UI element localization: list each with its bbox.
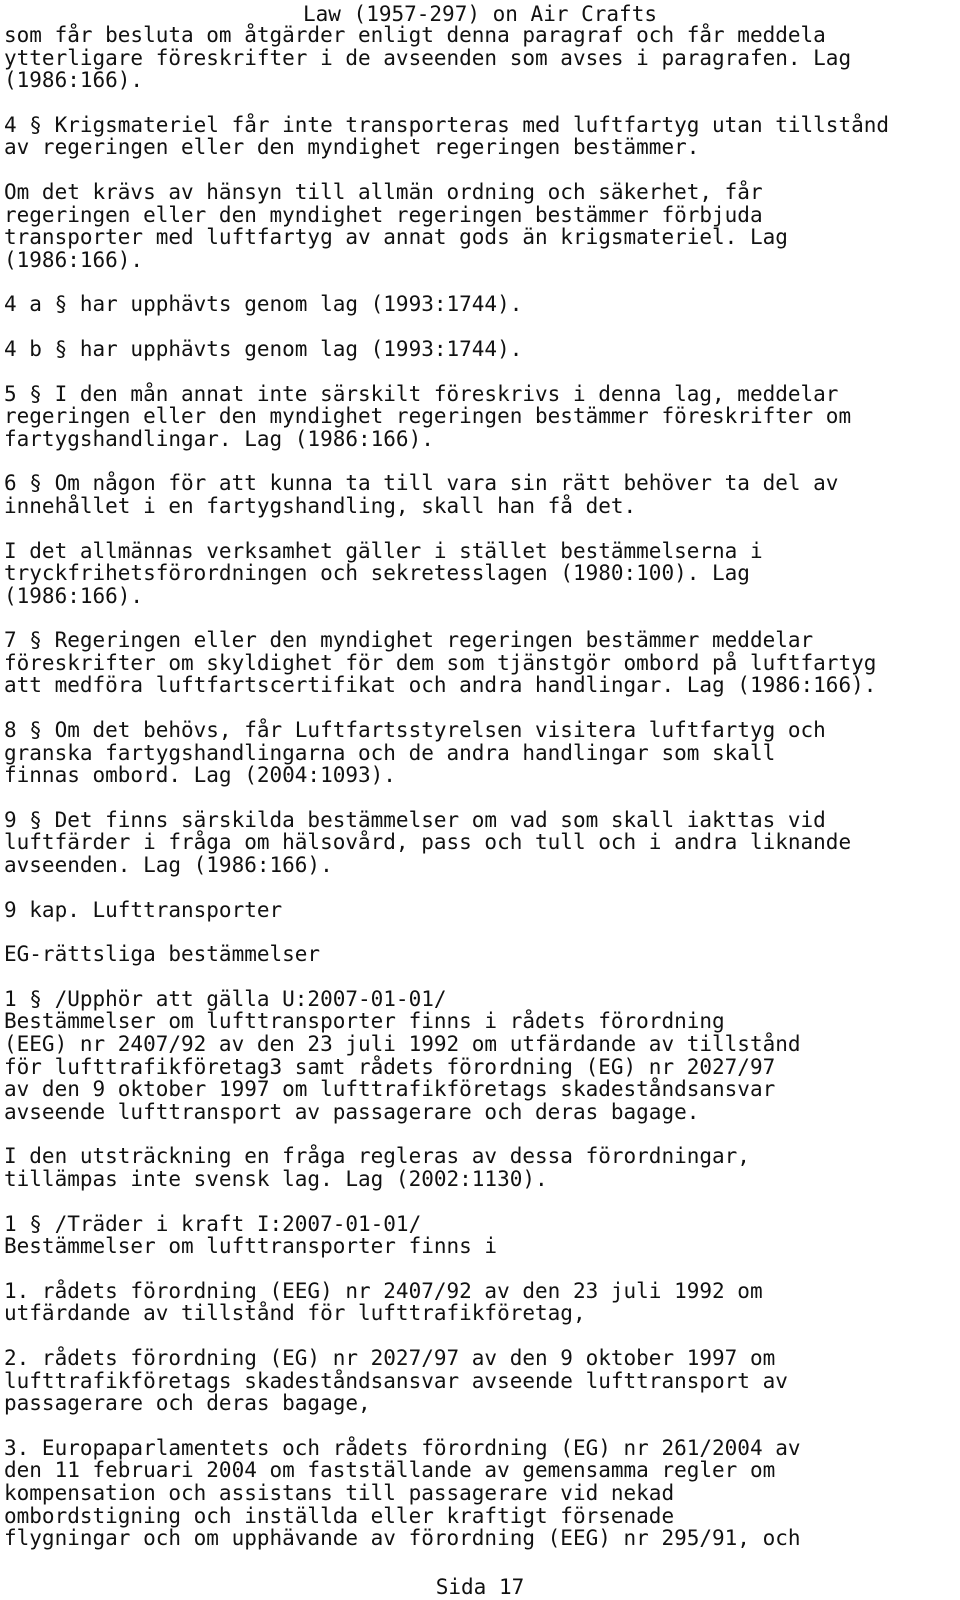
text-line: 9 § Det finns särskilda bestämmelser om vad som skall iakttas vid <box>4 807 826 832</box>
text-line: granska fartygshandlingarna och de andra handlingar som skall <box>4 740 776 765</box>
text-line: EG-rättsliga bestämmelser <box>4 942 321 967</box>
paragraph <box>4 181 956 271</box>
text-line: regeringen eller den myndighet regeringen bestämmer föreskrifter om <box>4 404 852 429</box>
text-line: för lufttrafikföretag3 samt rådets förordning (EG) nr 2027/97 <box>4 1054 776 1079</box>
paragraph <box>4 1347 956 1415</box>
paragraph <box>4 1280 956 1325</box>
page-number: Sida 17 <box>435 1575 525 1599</box>
text-line: den 11 februari 2004 om fastställande av gemensamma regler om <box>4 1458 776 1483</box>
text-line: 5 § I den mån annat inte särskilt föreskrivs i denna lag, meddelar <box>4 381 839 406</box>
text-line: (EEG) nr 2407/92 av den 23 juli 1992 om utfärdande av tillstånd <box>4 1032 801 1056</box>
text-line: (1986:166). <box>4 583 144 608</box>
text-line: ombordstigning och inställda eller kraftigt försenade <box>4 1503 675 1528</box>
text-line: lufttrafikföretags skadeståndsansvar avseende lufttransport av <box>4 1368 788 1393</box>
paragraph <box>4 1437 956 1550</box>
text-line: avseenden. Lag (1986:166). <box>4 853 333 878</box>
paragraph <box>4 472 956 517</box>
text-line: tryckfrihetsförordningen och sekretesslagen (1980:100). Lag <box>4 561 750 586</box>
text-line: att medföra luftfartscertifikat och andra handlingar. Lag (1986:166). <box>4 673 877 698</box>
text-line: tillämpas inte svensk lag. Lag (2002:1130). <box>4 1166 548 1191</box>
text-line: 1 § /Upphör att gälla U:2007-01-01/ <box>4 986 447 1011</box>
text-line: flygningar och om upphävande av förordning (EEG) nr 295/91, och <box>4 1526 801 1551</box>
text-line: av regeringen eller den myndighet regeringen bestämmer. <box>4 135 700 160</box>
text-line: som får besluta om åtgärder enligt denna paragraf och får meddela <box>4 23 826 47</box>
text-line: transporter med luftfartyg av annat gods än krigsmateriel. Lag <box>4 225 788 250</box>
paragraph <box>4 943 956 966</box>
paragraph <box>4 540 956 608</box>
text-line: Bestämmelser om lufttransporter finns i rådets förordning <box>4 1009 725 1034</box>
text-line: regeringen eller den myndighet regeringen bestämmer förbjuda <box>4 202 763 227</box>
paragraph <box>4 114 956 159</box>
text-line: av den 9 oktober 1997 om lufttrafikföretags skadeståndsansvar <box>4 1077 776 1102</box>
paragraph <box>4 988 956 1124</box>
text-line: utfärdande av tillstånd för lufttrafikföretag, <box>4 1301 586 1326</box>
text-line: passagerare och deras bagage, <box>4 1391 371 1416</box>
document-body <box>4 24 956 1572</box>
paragraph <box>4 1145 956 1190</box>
text-line: 2. rådets förordning (EG) nr 2027/97 av den 9 oktober 1997 om <box>4 1345 776 1370</box>
text-line: 4 a § har upphävts genom lag (1993:1744). <box>4 292 523 317</box>
text-line: avseende lufttransport av passagerare och deras bagage. <box>4 1099 700 1124</box>
text-line: fartygshandlingar. Lag (1986:166). <box>4 426 434 451</box>
text-line: Om det krävs av hänsyn till allmän ordning och säkerhet, får <box>4 179 763 204</box>
text-line: 6 § Om någon för att kunna ta till vara sin rätt behöver ta del av <box>4 471 839 496</box>
text-line: ytterligare föreskrifter i de avseenden som avses i paragrafen. Lag <box>4 45 852 70</box>
text-line: 4 b § har upphävts genom lag (1993:1744). <box>4 336 523 361</box>
text-line: I den utsträckning en fråga regleras av dessa förordningar, <box>4 1144 750 1169</box>
text-line: 1. rådets förordning (EEG) nr 2407/92 av den 23 juli 1992 om <box>4 1278 763 1303</box>
text-line: föreskrifter om skyldighet för dem som tjänstgör ombord på luftfartyg <box>4 650 877 675</box>
text-line: Bestämmelser om lufttransporter finns i <box>4 1234 498 1259</box>
paragraph <box>4 719 956 787</box>
text-line: (1986:166). <box>4 68 144 93</box>
text-line: kompensation och assistans till passagerare vid nekad <box>4 1480 675 1505</box>
paragraph <box>4 383 956 451</box>
text-line: 1 § /Träder i kraft I:2007-01-01/ <box>4 1211 422 1236</box>
paragraph <box>4 1213 956 1258</box>
text-line: (1986:166). <box>4 247 144 272</box>
text-line: innehållet i en fartygshandling, skall han få det. <box>4 493 637 518</box>
text-line: finnas ombord. Lag (2004:1093). <box>4 763 396 788</box>
text-line: 9 kap. Lufttransporter <box>4 897 283 922</box>
paragraph <box>4 629 956 697</box>
paragraph <box>4 338 956 361</box>
text-line: luftfärder i fråga om hälsovård, pass och tull och i andra liknande <box>4 830 852 855</box>
page-header-title: Law (1957-297) on Air Crafts <box>302 2 657 26</box>
text-line: 8 § Om det behövs, får Luftfartsstyrelsen visitera luftfartyg och <box>4 718 826 743</box>
text-line: I det allmännas verksamhet gäller i stället bestämmelserna i <box>4 538 763 563</box>
paragraph <box>4 293 956 316</box>
text-line: 3. Europaparlamentets och rådets förordning (EG) nr 261/2004 av <box>4 1435 801 1460</box>
paragraph <box>4 809 956 877</box>
paragraph <box>4 899 956 922</box>
paragraph <box>4 24 956 92</box>
text-line: 7 § Regeringen eller den myndighet regeringen bestämmer meddelar <box>4 628 814 653</box>
text-line: 4 § Krigsmateriel får inte transporteras med luftfartyg utan tillstånd <box>4 112 890 137</box>
